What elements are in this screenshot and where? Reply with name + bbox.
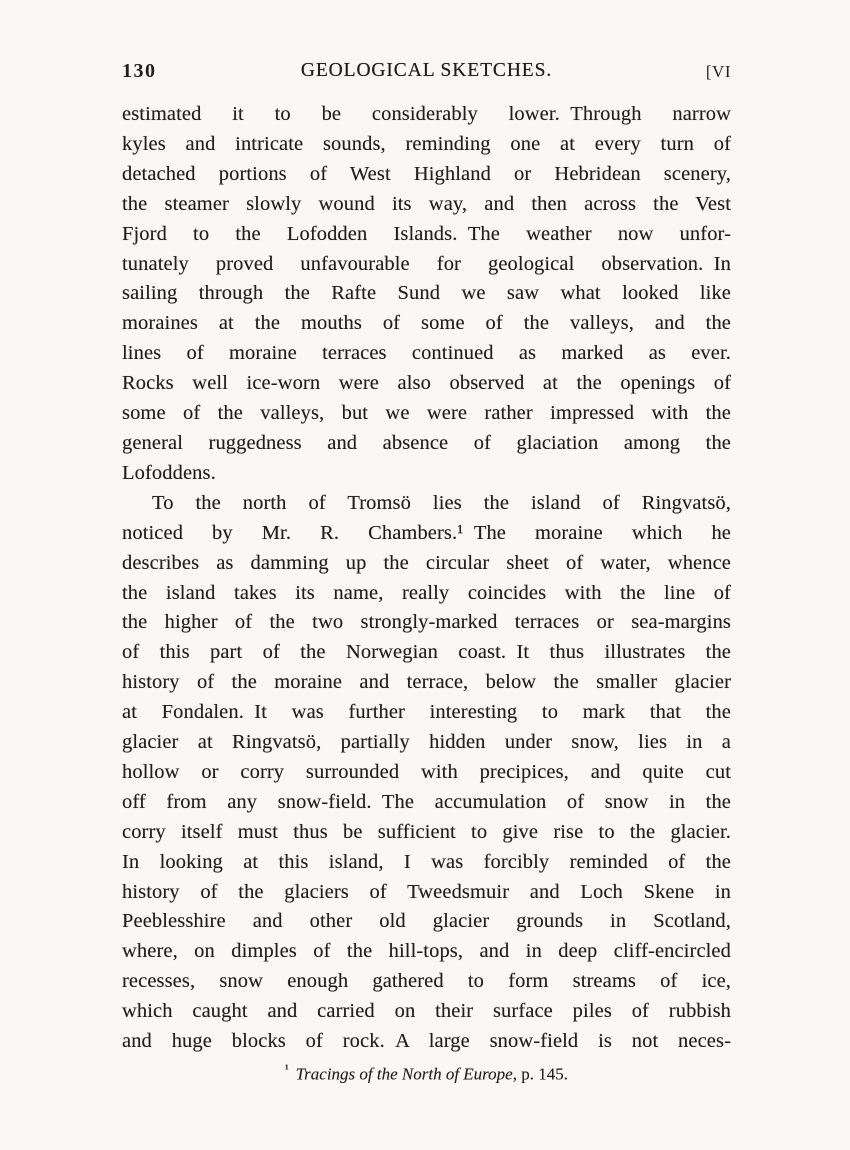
text-line: recesses, snow enough gathered to form streams of ice, xyxy=(122,970,731,993)
text-line: the higher of the two strongly-marked terraces or sea-margins xyxy=(122,611,731,634)
text-line: some of the valleys, but we were rather impressed with the xyxy=(122,402,731,425)
running-title: GEOLOGICAL SKETCHES. xyxy=(300,60,553,81)
text-line: sailing through the Rafte Sund we saw what looked like xyxy=(122,282,731,305)
text-line: Fjord to the Lofodden Islands. The weather now unfor- xyxy=(122,222,731,245)
text-line: off from any snow-field. The accumulation of snow in the xyxy=(122,790,731,813)
text-line: detached portions of West Highland or Hebridean scenery, xyxy=(122,162,731,185)
text-line: tunately proved unfavourable for geological observation. In xyxy=(122,252,731,275)
text-line: estimated it to be considerably lower. Through narrow xyxy=(122,103,731,125)
footnote-title: Tracings of the North of Europe xyxy=(295,1064,513,1084)
footnote-suffix: , p. 145. xyxy=(512,1064,568,1084)
text-line: Lofoddens. xyxy=(122,461,216,484)
page-header xyxy=(122,60,731,83)
text-line: the island takes its name, really coincides with the line of xyxy=(122,581,731,604)
text-line: Rocks well ice-worn were also observed at the openings of xyxy=(122,372,731,395)
text-line: corry itself must thus be sufficient to give rise to the glacier. xyxy=(122,820,731,843)
text-line: Peeblesshire and other old glacier grounds in Scotland, xyxy=(122,910,731,933)
page-number: 130 xyxy=(122,60,157,82)
text-line: describes as damming up the circular sheet of water, whence xyxy=(122,551,731,574)
text-line: glacier at Ringvatsö, partially hidden under snow, lies in a xyxy=(122,731,731,754)
section-signature: [VI xyxy=(705,62,731,81)
text-line: history of the glaciers of Tweedsmuir and Loch Skene in xyxy=(122,880,731,903)
text-line: noticed by Mr. R. Chambers.¹ The moraine which he xyxy=(122,521,731,544)
text-line: kyles and intricate sounds, reminding one at every turn of xyxy=(122,132,731,155)
text-line: the steamer slowly wound its way, and then across the Vest xyxy=(122,192,731,215)
text-line: which caught and carried on their surface piles of rubbish xyxy=(122,1000,731,1023)
text-line: at Fondalen. It was further interesting to mark that the xyxy=(122,701,731,724)
text-line: hollow or corry surrounded with precipices, and quite cut xyxy=(122,760,731,783)
text-line: where, on dimples of the hill-tops, and in deep cliff-encircled xyxy=(122,940,731,963)
text-line: history of the moraine and terrace, below the smaller glacier xyxy=(122,671,731,694)
text-line: moraines at the mouths of some of the valleys, and the xyxy=(122,312,731,335)
text-line: general ruggedness and absence of glaciation among the xyxy=(122,431,731,454)
text-line: To the north of Tromsö lies the island of Ringvatsö, xyxy=(152,491,731,514)
text-line: lines of moraine terraces continued as marked as ever. xyxy=(122,342,731,365)
body-text xyxy=(122,100,731,1057)
text-line: and huge blocks of rock. A large snow-field is not neces- xyxy=(122,1030,731,1053)
footnote xyxy=(122,1062,731,1085)
text-line: In looking at this island, I was forcibly reminded of the xyxy=(122,850,731,873)
footnote-marker: ¹ xyxy=(285,1062,289,1076)
text-line: of this part of the Norwegian coast. It thus illustrates the xyxy=(122,641,731,664)
